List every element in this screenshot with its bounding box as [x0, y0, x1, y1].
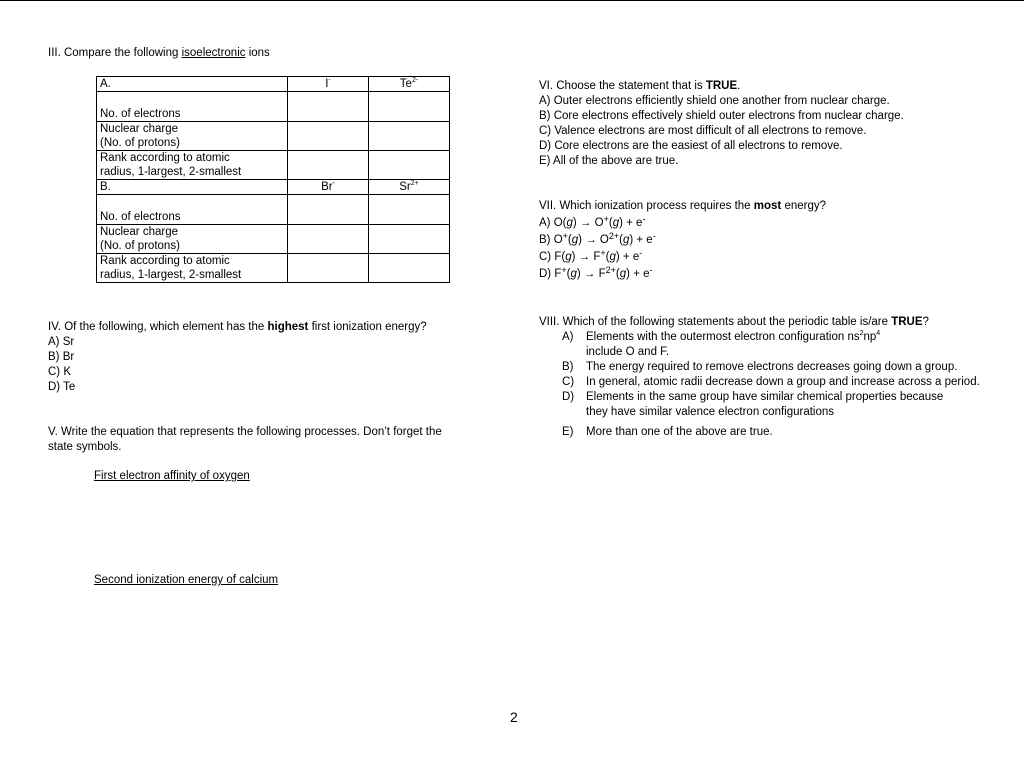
section7 — [539, 198, 826, 283]
product-charge: 2+ — [605, 265, 616, 275]
electron-charge: - — [642, 214, 646, 224]
table-row — [97, 92, 450, 122]
reaction-arrow: ) → — [576, 268, 599, 280]
table-row — [97, 225, 450, 254]
row-label: No. of electrons — [97, 92, 288, 122]
row-label: No. of electrons — [97, 195, 288, 225]
answer-cell[interactable] — [288, 122, 369, 151]
table-row — [97, 195, 450, 225]
product-element: O — [599, 234, 609, 246]
state-symbol: g — [570, 268, 577, 280]
table-b-ion1: Br- — [288, 180, 369, 195]
product-element: F — [593, 251, 601, 263]
answer-option[interactable]: C) Valence electrons are most difficult of all electrons to remove. — [539, 125, 867, 137]
reaction-arrow: ) → — [578, 234, 600, 246]
reactant-charge: + — [562, 231, 568, 241]
answer-option[interactable] — [539, 266, 826, 283]
answer-option[interactable]: B) The energy required to remove electrons decreases going down a group. — [562, 361, 958, 373]
product-element: F — [598, 268, 606, 280]
answer-option[interactable]: A) Elements with the outermost electron configuration $ns^2np^4$ include O and F. — [562, 330, 881, 358]
answer-cell[interactable] — [369, 225, 450, 254]
section5-item1: First electron affinity of oxygen — [94, 470, 250, 482]
section4 — [48, 320, 427, 395]
answer-cell[interactable] — [288, 92, 369, 122]
section8-question: VIII. Which of the following statements about the periodic table is/are TRUE? — [539, 316, 929, 328]
answer-cell[interactable] — [288, 151, 369, 180]
answer-option[interactable]: D) Te — [48, 381, 76, 393]
section5 — [48, 425, 442, 455]
reactant-element: F — [554, 268, 562, 280]
table-a-ion2: $Te^{2-}$ — [369, 77, 450, 92]
answer-option[interactable]: E) More than one of the above are true. — [562, 426, 773, 438]
paren: ( — [615, 268, 620, 280]
answer-option[interactable]: E) All of the above are true. — [539, 155, 679, 167]
answer-cell[interactable] — [288, 195, 369, 225]
answer-option[interactable]: D) Core electrons are the easiest of all electrons to remove. — [539, 140, 843, 152]
section3-title: III. Compare the following isoelectronic ions — [48, 47, 270, 59]
state-symbol: g — [622, 234, 630, 246]
page-number: 2 — [510, 709, 518, 725]
electron: ) + e — [629, 234, 653, 246]
reactant-charge: + — [561, 265, 567, 275]
product-charge: 2+ — [608, 231, 620, 241]
section6-question: VI. Choose the statement that is TRUE. — [539, 80, 741, 92]
paren: ( — [566, 268, 571, 280]
answer-cell[interactable] — [369, 151, 450, 180]
reactant-element: O — [553, 217, 563, 229]
isoelectronic-table — [96, 76, 450, 283]
row-label: Nuclear charge (No. of protons) — [97, 225, 288, 254]
section5-question-line1: V. Write the equation that represents the following processes. Don’t forget the — [48, 426, 442, 438]
state-symbol: g — [566, 217, 573, 229]
state-symbol: g — [565, 251, 572, 263]
section7-question: VII. Which ionization process requires the most energy? — [539, 200, 827, 212]
reaction-arrow: ) → — [571, 251, 594, 263]
table-row — [97, 180, 450, 195]
table-a-label: A. — [97, 77, 288, 92]
electron-charge: - — [649, 265, 653, 275]
product-charge: + — [603, 214, 609, 224]
section4-question: IV. Of the following, which element has the highest first ionization energy? — [48, 321, 427, 333]
answer-option[interactable] — [539, 232, 826, 249]
section5-item2: Second ionization energy of calcium — [94, 574, 279, 586]
state-symbol: g — [609, 251, 616, 263]
answer-cell[interactable] — [369, 254, 450, 283]
paren: ( — [567, 234, 572, 246]
reaction-arrow: ) → — [572, 217, 595, 229]
paren: ( — [562, 217, 567, 229]
answer-option[interactable]: A) Outer electrons efficiently shield one another from nuclear charge. — [539, 95, 890, 107]
answer-option[interactable]: C) In general, atomic radii decrease down a group and increase across a period. — [562, 376, 980, 388]
answer-option[interactable]: B) Br — [48, 351, 75, 363]
answer-option[interactable] — [539, 215, 826, 232]
electron: ) + e — [626, 268, 650, 280]
table-b-label: B. — [97, 180, 288, 195]
answer-cell[interactable] — [369, 195, 450, 225]
table-row — [97, 254, 450, 283]
option-label: C) — [539, 251, 555, 263]
row-label: Nuclear charge (No. of protons) — [97, 122, 288, 151]
section6 — [539, 79, 904, 169]
answer-option[interactable] — [539, 249, 826, 266]
state-symbol: g — [619, 268, 627, 280]
state-symbol: g — [612, 217, 620, 229]
section7-options — [539, 215, 826, 283]
table-row — [97, 151, 450, 180]
answer-option[interactable]: D) Elements in the same group have similar chemical properties because they have similar valence electron configurations — [562, 391, 944, 418]
electron-charge: - — [639, 248, 643, 258]
option-label: B) — [539, 234, 554, 246]
paren: ( — [605, 251, 610, 263]
reactant-element: O — [553, 234, 563, 246]
option-label: D) — [539, 268, 555, 280]
table-row — [97, 122, 450, 151]
answer-option[interactable]: C) K — [48, 366, 71, 378]
product-element: O — [594, 217, 604, 229]
option-label: A) — [539, 217, 554, 229]
electron-charge: - — [652, 231, 656, 241]
paren: ( — [608, 217, 613, 229]
answer-cell[interactable] — [288, 225, 369, 254]
paren: ( — [619, 234, 623, 246]
answer-cell[interactable] — [369, 122, 450, 151]
electron: ) + e — [619, 217, 643, 229]
answer-option[interactable]: A) Sr — [48, 336, 75, 348]
answer-cell[interactable] — [288, 254, 369, 283]
paren: ( — [561, 251, 566, 263]
section8 — [539, 315, 986, 440]
answer-cell[interactable] — [369, 92, 450, 122]
row-label: Rank according to atomic radius, 1-largest, 2-smallest — [97, 151, 288, 180]
answer-option[interactable]: B) Core electrons effectively shield outer electrons from nuclear charge. — [539, 110, 904, 122]
electron: ) + e — [615, 251, 640, 263]
top-rule — [0, 0, 1024, 1]
table-row — [97, 77, 450, 92]
product-charge: + — [600, 248, 606, 258]
section5-question-line2: state symbols. — [48, 441, 122, 453]
row-label: Rank according to atomic radius, 1-largest, 2-smallest — [97, 254, 288, 283]
state-symbol: g — [571, 234, 579, 246]
table-b-ion2: $Sr^{2+}$ — [369, 180, 450, 195]
table-a-ion1: I- — [288, 77, 369, 92]
reactant-element: F — [554, 251, 562, 263]
